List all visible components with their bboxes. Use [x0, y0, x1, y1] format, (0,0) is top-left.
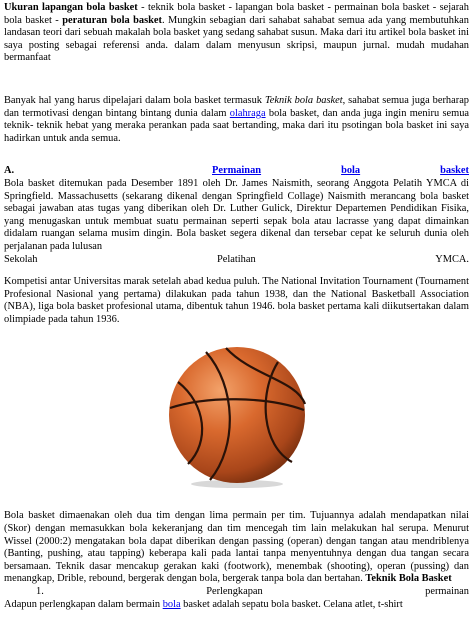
section-a-heading — [4, 165, 469, 178]
intro-paragraph — [4, 2, 469, 65]
section-a-link-basket[interactable]: basket — [440, 165, 469, 177]
teknik-bold-heading: Teknik Bola Basket — [365, 573, 452, 585]
olahraga-link[interactable]: olahraga — [229, 107, 266, 119]
skills-text-2: , sahabat semua juga berharap dan termotivasi dengan bintang bintang dunia dalam — [4, 94, 469, 119]
item-1-word-1: Perlengkapan — [206, 586, 263, 598]
intro-text-1: - teknik bola basket - lapangan bola basket - permainan bola basket - sejarah bola basket - — [4, 2, 469, 26]
skills-text-1: Banyak hal yang harus dipelajari dalam bola basket termasuk — [4, 94, 265, 106]
bola-link[interactable]: bola — [162, 598, 181, 610]
section-a-link-permainan[interactable]: Permainan — [212, 165, 262, 177]
equipment-text-2: basket adalah sepatu bola basket. Celana atlet, t-shirt — [180, 598, 403, 610]
section-a-last-word-2: Pelatihan — [217, 253, 256, 265]
section-a-letter: A. — [4, 165, 15, 177]
rules-text: Bola basket dimaenakan oleh dua tim dengan lima permain per tim. Tujuannya adalah mendapatkan nilai (Skor) dengan memasukkan bola kekeranjang dan tim mencegah tim lain melakukan hal serupa. Menurut Wissel (2000:2) mengatakan bola dapat diberikan dengan passing (operan) dengan tangan atau mendriblenya (Banting, pushing, atau tapping) keberapa kali pada lantai tanpa menyentuhnya dengan dua tangan secara bersamaan. Teknik dasar mencakup gerakan kaki (footwork), menembak (shooting), operan (pussing) dan menangkap, Drible, rebound, bergerak dengan bola, bergerak tanpa bola dan bertahan. — [4, 510, 469, 585]
skills-paragraph — [4, 95, 469, 145]
equipment-paragraph — [4, 599, 469, 612]
section-a-last-word-1: Sekolah — [4, 253, 38, 265]
skills-text-3: bola basket, dan anda juga ingin meniru semua teknik- teknik hebat yang meraka perankan pada saat bertanding, maka dari itu psotingan bola basket ini saya hadirkan untuk anda semua. — [4, 107, 470, 144]
item-1-word-2: permainan — [425, 586, 469, 598]
item-1-number: 1. — [36, 586, 44, 598]
intro-text-2: . Mungkin sebagian dari sahabat sahabat semua ada yang membutuhkan landasan teori dari sebuah makalah bola basket yang sedang sahabat susun. Maka dari itu artikel bola basket ini saya posting sebagai referensi anda. dalam dalam menyusun skripsi, maupun jurnal. mudah mudahan bermanfaat — [4, 14, 469, 64]
competition-paragraph: Kompetisi antar Universitas marak setelah abad kedua puluh. The National Invitation Tournament (Tournament Profesional Nasional yang pertama) dilakukan pada tahun 1938, dan the National Basketball Association (NBA), liga bola basket profesional utama, dibentuk tahun 1946. bola basket pertama kali diikutsertakan dalam olimpiade pada tahun 1936. — [4, 276, 469, 325]
document-page — [4, 2, 469, 611]
section-a-body: Bola basket ditemukan pada Desember 1891 oleh Dr. James Naismith, seorang Anggota Pelatih YMCA di Springfield. Massachusetts (sekarang dikenal dengan Springfield Collage) Naismith merancang bola basket sebagai jawaban atas tugas yang diberikan oleh Dr. Luther Gulick, Direktur Departemen Pendidikan Fisika, yang menugaskan untuk membuat suatu permainan seperti sepak bola atau lacrasse yang dapat dimainkan didalam ruangan selama musim dingin. Bola basket segera dikenal dan tersebar cepat ke seluruh dunia oleh perjalanan pada lulusan — [4, 177, 469, 252]
rules-paragraph — [4, 510, 469, 586]
intro-bold-rules: peraturan bola basket — [62, 14, 162, 26]
section-a-last-line — [4, 254, 469, 267]
skills-italic: Teknik bola basket — [264, 94, 343, 106]
equipment-text-1: Adapun perlengkapan dalam bermain — [4, 598, 163, 610]
basketball-image-wrap — [4, 346, 469, 488]
section-a-link-bola[interactable]: bola — [341, 165, 361, 177]
basketball-image — [166, 346, 308, 488]
intro-bold-title: Ukuran lapangan bola basket — [4, 2, 138, 13]
section-a-last-word-3: YMCA. — [435, 253, 469, 265]
item-1-line — [4, 586, 469, 599]
